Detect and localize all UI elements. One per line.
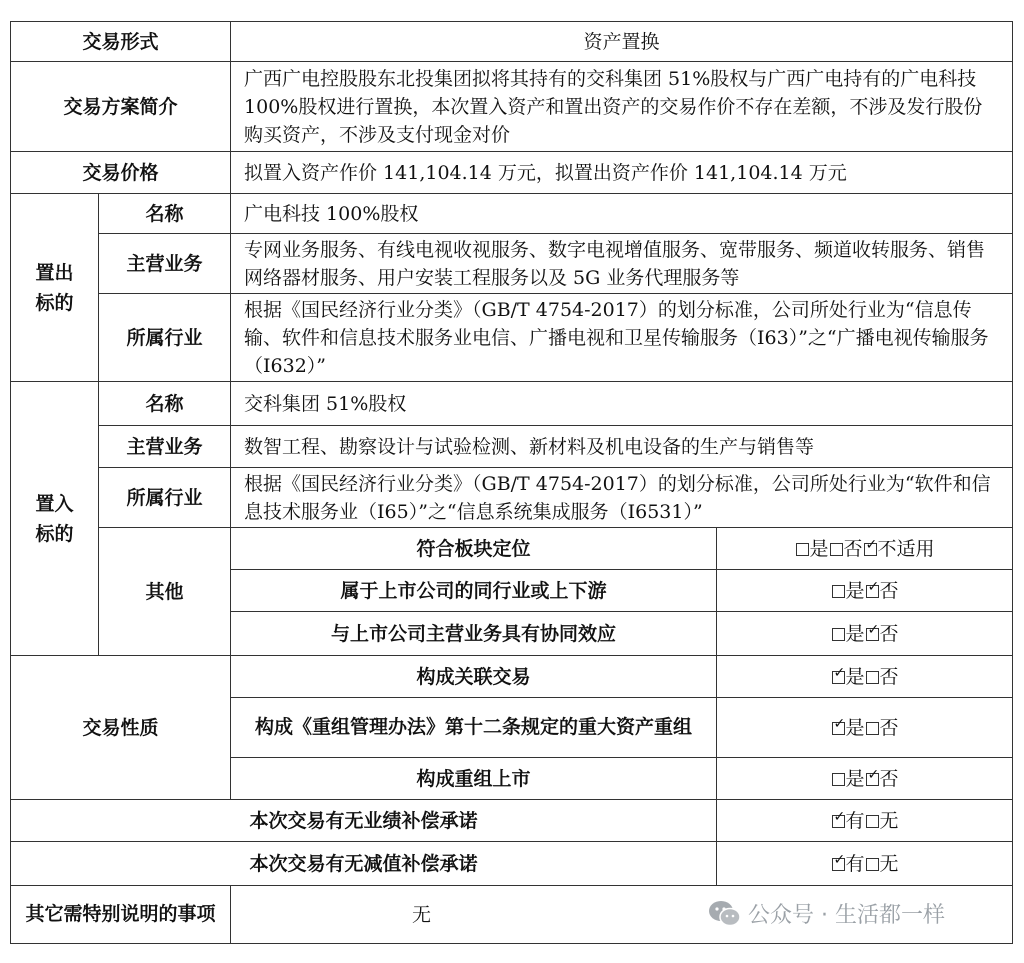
checkbox-checked-icon bbox=[832, 858, 845, 871]
checkbox-unchecked-icon bbox=[866, 671, 879, 684]
in-other-item-options bbox=[717, 528, 1013, 570]
option-label: 有 bbox=[845, 852, 865, 875]
option-label: 有 bbox=[845, 809, 865, 832]
form-label: 交易形式 bbox=[11, 22, 231, 62]
in-business-label: 主营业务 bbox=[99, 426, 231, 468]
checkbox-checked-icon bbox=[864, 543, 877, 556]
nature-item-options bbox=[717, 698, 1013, 758]
wechat-icon bbox=[708, 899, 742, 929]
in-name-value: 交科集团 51%股权 bbox=[231, 382, 1013, 426]
nature-item-label: 构成关联交易 bbox=[231, 656, 717, 698]
checkbox-unchecked-icon bbox=[796, 543, 809, 556]
intro-label: 交易方案简介 bbox=[11, 62, 231, 152]
in-other-item-label: 与上市公司主营业务具有协同效应 bbox=[231, 612, 717, 656]
watermark-text: 公众号 · 生活都一样 bbox=[748, 903, 945, 928]
out-business-label: 主营业务 bbox=[99, 234, 231, 294]
option-label: 否 bbox=[879, 622, 899, 645]
in-target-label-text: 置入标的 bbox=[35, 492, 74, 545]
out-target-label bbox=[11, 194, 99, 382]
transaction-summary-table bbox=[10, 21, 1013, 944]
in-other-item-options bbox=[717, 570, 1013, 612]
nature-item-label: 构成重组上市 bbox=[231, 758, 717, 800]
in-other-item-label: 符合板块定位 bbox=[231, 528, 717, 570]
checkbox-checked-icon bbox=[866, 773, 879, 786]
in-target-label bbox=[11, 382, 99, 656]
out-target-label-text: 置出标的 bbox=[35, 261, 74, 314]
impairment-commitment-options bbox=[717, 842, 1013, 886]
in-industry-value: 根据《国民经济行业分类》（GB/T 4754-2017）的划分标准，公司所处行业为“软件和信息技术服务业（I65）”之“信息系统集成服务（I6531）” bbox=[231, 468, 1013, 528]
checkbox-checked-icon bbox=[832, 722, 845, 735]
checkbox-unchecked-icon bbox=[866, 858, 879, 871]
option-label: 是 bbox=[845, 622, 865, 645]
checkbox-unchecked-icon bbox=[866, 815, 879, 828]
checkbox-unchecked-icon bbox=[832, 628, 845, 641]
nature-item-options bbox=[717, 758, 1013, 800]
checkbox-unchecked-icon bbox=[866, 722, 879, 735]
watermark bbox=[708, 898, 945, 929]
in-other-label: 其他 bbox=[99, 528, 231, 656]
in-other-item-label: 属于上市公司的同行业或上下游 bbox=[231, 570, 717, 612]
price-value: 拟置入资产作价 141,104.14 万元，拟置出资产作价 141,104.14 万元 bbox=[231, 152, 1013, 194]
nature-label: 交易性质 bbox=[11, 656, 231, 800]
option-label: 否 bbox=[879, 767, 899, 790]
checkbox-checked-icon bbox=[832, 671, 845, 684]
out-name-label: 名称 bbox=[99, 194, 231, 234]
in-name-label: 名称 bbox=[99, 382, 231, 426]
option-label: 无 bbox=[879, 852, 899, 875]
other-notes-value: 无 bbox=[231, 886, 1013, 944]
option-label: 是 bbox=[845, 665, 865, 688]
option-label: 否 bbox=[843, 537, 863, 560]
in-industry-label: 所属行业 bbox=[99, 468, 231, 528]
intro-value: 广西广电控股股东北投集团拟将其持有的交科集团 51%股权与广西广电持有的广电科技 100%股权进行置换，本次置入资产和置出资产的交易作价不存在差额，不涉及发行股份购买资产，不涉及支付现金对价 bbox=[231, 62, 1013, 152]
in-other-item-options bbox=[717, 612, 1013, 656]
nature-item-label: 构成《重组管理办法》第十二条规定的重大资产重组 bbox=[231, 698, 717, 758]
other-notes-label bbox=[11, 886, 231, 944]
option-label: 否 bbox=[879, 665, 899, 688]
performance-commitment-label: 本次交易有无业绩补偿承诺 bbox=[11, 800, 717, 842]
form-value: 资产置换 bbox=[231, 22, 1013, 62]
option-label: 是 bbox=[809, 537, 829, 560]
option-label: 否 bbox=[879, 579, 899, 602]
option-label: 不适用 bbox=[877, 537, 935, 560]
in-business-value: 数智工程、勘察设计与试验检测、新材料及机电设备的生产与销售等 bbox=[231, 426, 1013, 468]
checkbox-unchecked-icon bbox=[830, 543, 843, 556]
checkbox-unchecked-icon bbox=[832, 585, 845, 598]
option-label: 是 bbox=[845, 579, 865, 602]
impairment-commitment-label: 本次交易有无减值补偿承诺 bbox=[11, 842, 717, 886]
other-notes-label-text: 其它需特别说明的事项 bbox=[25, 903, 216, 925]
option-label: 否 bbox=[879, 716, 899, 739]
checkbox-checked-icon bbox=[866, 628, 879, 641]
option-label: 是 bbox=[845, 716, 865, 739]
out-industry-value: 根据《国民经济行业分类》（GB/T 4754-2017）的划分标准，公司所处行业为“信息传输、软件和信息技术服务业电信、广播电视和卫星传输服务（I63）”之“广播电视传输服务（I632）” bbox=[231, 294, 1013, 382]
checkbox-unchecked-icon bbox=[832, 773, 845, 786]
checkbox-checked-icon bbox=[866, 585, 879, 598]
nature-item-options bbox=[717, 656, 1013, 698]
price-label: 交易价格 bbox=[11, 152, 231, 194]
out-name-value: 广电科技 100%股权 bbox=[231, 194, 1013, 234]
checkbox-checked-icon bbox=[832, 815, 845, 828]
performance-commitment-options bbox=[717, 800, 1013, 842]
option-label: 是 bbox=[845, 767, 865, 790]
out-business-value: 专网业务服务、有线电视收视服务、数字电视增值服务、宽带服务、频道收转服务、销售网络器材服务、用户安装工程服务以及 5G 业务代理服务等 bbox=[231, 234, 1013, 294]
option-label: 无 bbox=[879, 809, 899, 832]
out-industry-label: 所属行业 bbox=[99, 294, 231, 382]
